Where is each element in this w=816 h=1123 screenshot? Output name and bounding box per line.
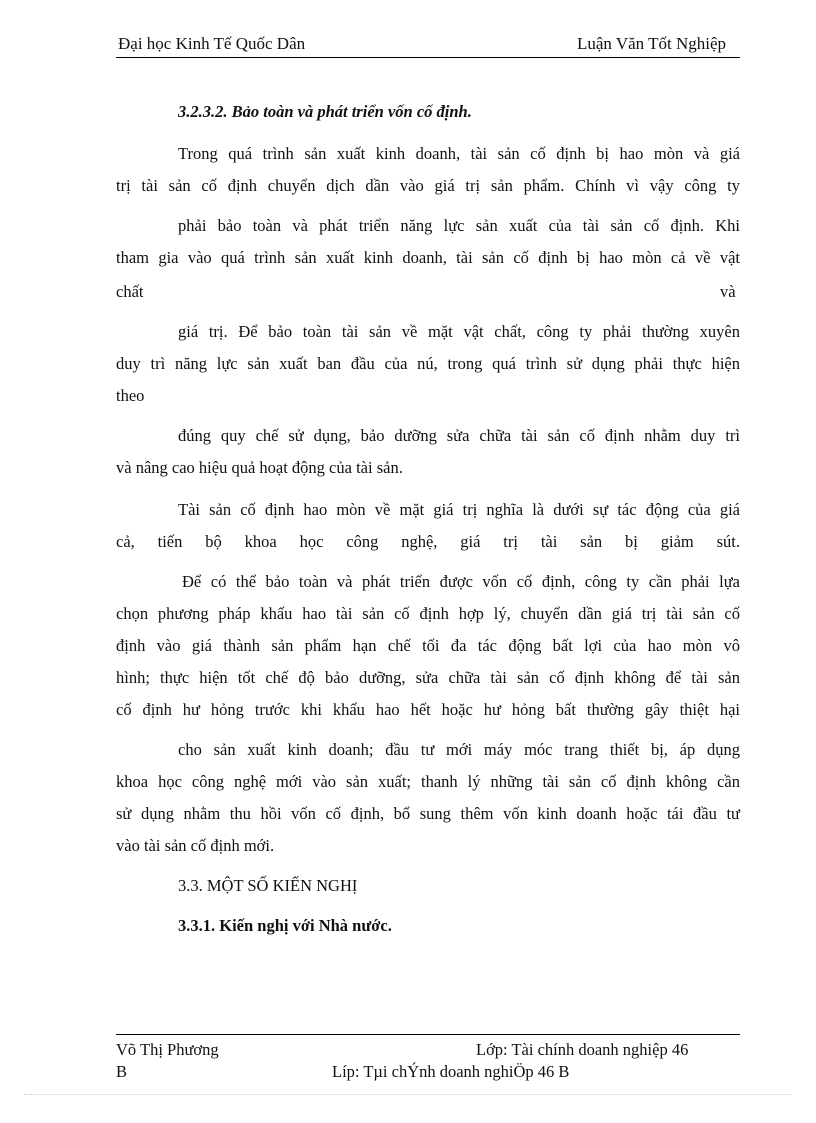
body-line: chọn phương pháp khấu hao tài sản cố định hợp lý, chuyển dần giá trị tài sản cố (116, 604, 740, 623)
body-line: hình; thực hiện tốt chế độ bảo dưỡng, sửa chữa tài sản cố định không để tài sản (116, 668, 740, 687)
body-line: và nâng cao hiệu quả hoạt động của tài sản. (116, 458, 403, 477)
body-line: phải bảo toàn và phát triển năng lực sản xuất của tài sản cố định. Khi (178, 216, 740, 235)
body-line: Trong quá trình sản xuất kinh doanh, tài sản cố định bị hao mòn và giá (178, 144, 740, 163)
footer-rule (116, 1034, 740, 1035)
body-line: vào tài sản cố định mới. (116, 836, 275, 855)
heading-3-3: 3.3. MỘT SỐ KIẾN NGHỊ (178, 876, 358, 895)
footer-class: Lớp: Tài chính doanh nghiệp 46 (476, 1040, 689, 1059)
section-title: 3.2.3.2. Bảo toàn và phát triển vốn cố định. (178, 102, 472, 121)
body-line: duy trì năng lực sản xuất ban đầu của nú, trong quá trình sử dụng phải thực hiện (116, 354, 740, 373)
body-line: định vào giá thành sản phẩm hạn chế tối đa tác động bất lợi của hao mòn vô (116, 636, 740, 655)
body-line: giá trị. Để bảo toàn tài sản về mặt vật chất, công ty phải thường xuyên (178, 322, 740, 341)
body-line: theo (116, 386, 145, 405)
body-line: và (720, 282, 736, 301)
header-university: Đại học Kinh Tế Quốc Dân (118, 34, 306, 53)
body-line: cố định hư hỏng trước khi khấu hao hết hoặc hư hỏng bất thường gây thiệt hại (116, 700, 740, 719)
body-line: đúng quy chế sử dụng, bảo dưỡng sửa chữa tài sản cố định nhằm duy trì (178, 426, 740, 445)
footer-author-tail: B (116, 1062, 128, 1081)
body-line: cả, tiến bộ khoa học công nghệ, giá trị tài sản bị giảm sút. (116, 532, 740, 551)
body-line: chất (116, 282, 144, 301)
body-line: Tài sản cố định hao mòn về mặt giá trị nghĩa là dưới sự tác động của giá (178, 500, 740, 519)
page-header (116, 34, 740, 58)
page-bottom-dotted-rule (24, 1094, 792, 1095)
body-line: khoa học công nghệ mới vào sản xuất; thanh lý những tài sản cố định không cần (116, 772, 740, 791)
header-rule (116, 57, 740, 58)
body-line: Để có thể bảo toàn và phát triển được vốn cố định, công ty cần phải lựa (182, 572, 740, 591)
footer-author: Võ Thị Phương (116, 1040, 219, 1059)
body-line: tham gia vào quá trình sản xuất kinh doanh, tài sản cố định bị hao mòn cả về vật (116, 248, 740, 267)
header-thesis-label: Luận Văn Tốt Nghiệp (576, 34, 726, 53)
footer-class-garbled: Líp: Tµi chÝnh doanh nghiÖp 46 B (332, 1062, 570, 1081)
body-line: trị tài sản cố định chuyển dịch dần vào giá trị sản phẩm. Chính vì vậy công ty (116, 176, 740, 195)
heading-3-3-1: 3.3.1. Kiến nghị với Nhà nước. (178, 916, 392, 935)
body-line: sử dụng nhằm thu hồi vốn cố định, bổ sung thêm vốn kinh doanh hoặc tái đầu tư (116, 804, 740, 823)
body-line: cho sản xuất kinh doanh; đầu tư mới máy móc trang thiết bị, áp dụng (178, 740, 740, 759)
